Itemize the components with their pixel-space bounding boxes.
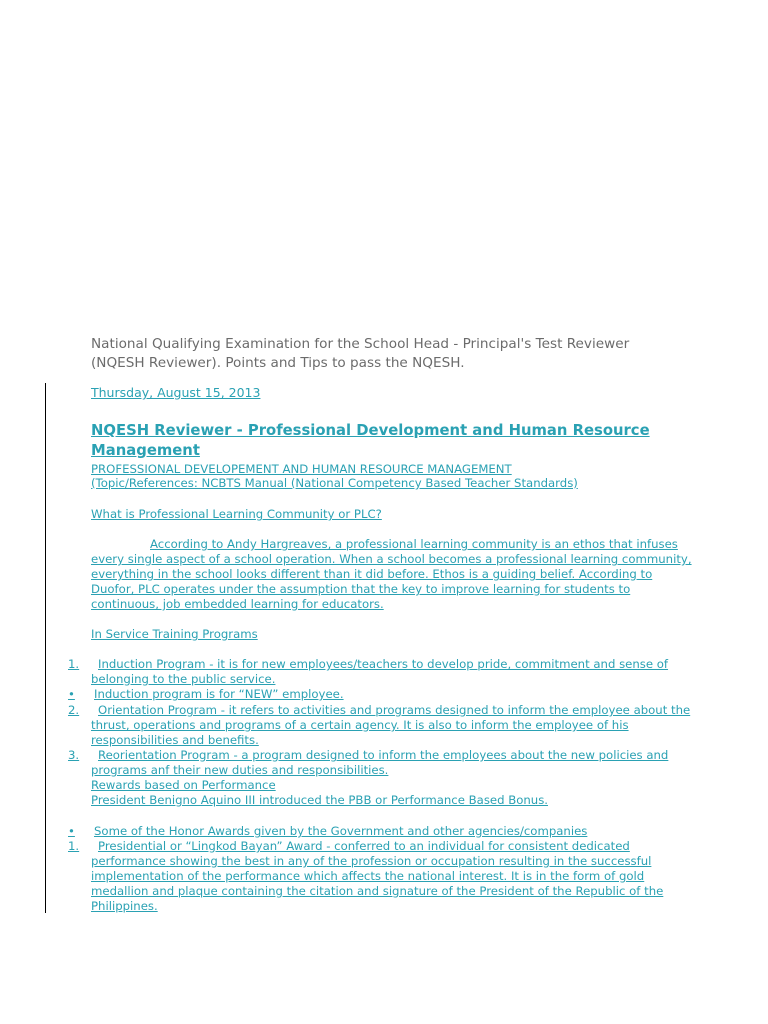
- list-item-line[interactable]: thrust, operations and programs of a certain agency. It is also to inform the employee of his: [91, 718, 629, 732]
- paragraph-line[interactable]: According to Andy Hargreaves, a professional learning community is an ethos that infuses: [150, 537, 678, 551]
- list-item-line[interactable]: Some of the Honor Awards given by the Government and other agencies/companies: [94, 824, 588, 838]
- list-item-line[interactable]: implementation of the performance which affects the national interest. It is in the form of gold: [91, 869, 645, 883]
- list-item-line[interactable]: medallion and plaque containing the citation and signature of the President of the Republic of the: [91, 884, 664, 898]
- list-item-line[interactable]: Presidential or “Lingkod Bayan” Award - conferred to an individual for consistent dedicated: [98, 839, 630, 853]
- blog-header: [91, 335, 691, 373]
- list-item-line[interactable]: belonging to the public service.: [91, 672, 276, 686]
- paragraph-line[interactable]: everything in the school looks different than it did before. Ethos is a guiding belief. According to: [91, 567, 653, 581]
- list-item-line[interactable]: programs anf their new duties and responsibilities.: [91, 763, 389, 777]
- paragraph-line[interactable]: continuous, job embedded learning for educators.: [91, 597, 384, 611]
- pbb-line[interactable]: President Benigno Aquino III introduced the PBB or Performance Based Bonus.: [91, 793, 549, 807]
- bullet-marker: •: [68, 824, 75, 838]
- list-item-line[interactable]: Orientation Program - it refers to activities and programs designed to inform the employee about the: [98, 703, 691, 717]
- left-border-line: [45, 383, 46, 913]
- blog-description-line-1: National Qualifying Examination for the School Head - Principal's Test Reviewer: [91, 336, 630, 352]
- list-item-line[interactable]: Reorientation Program - a program designed to inform the employees about the new policies and: [98, 748, 669, 762]
- rewards-heading[interactable]: Rewards based on Performance: [91, 778, 276, 792]
- list-item-line[interactable]: Induction Program - it is for new employees/teachers to develop pride, commitment and sense of: [98, 657, 669, 671]
- list-item-line[interactable]: performance showing the best in any of the profession or occupation resulting in the successful: [91, 854, 652, 868]
- list-item-line[interactable]: Induction program is for “NEW” employee.: [94, 687, 344, 701]
- list-item-line[interactable]: Philippines.: [91, 899, 158, 913]
- list-marker: 3.: [68, 748, 80, 762]
- post-topic[interactable]: (Topic/References: NCBTS Manual (National Competency Based Teacher Standards): [91, 476, 578, 490]
- list-item-line[interactable]: responsibilities and benefits.: [91, 733, 259, 747]
- list-marker: 1.: [68, 839, 80, 853]
- post-subtitle[interactable]: PROFESSIONAL DEVELOPEMENT AND HUMAN RESOURCE MANAGEMENT: [91, 462, 512, 476]
- section-heading[interactable]: In Service Training Programs: [91, 627, 258, 641]
- list-marker: 2.: [68, 703, 80, 717]
- bullet-marker: •: [68, 687, 75, 701]
- plc-question[interactable]: What is Professional Learning Community or PLC?: [91, 507, 382, 521]
- paragraph-line[interactable]: every single aspect of a school operation. When a school becomes a professional learning community,: [91, 552, 692, 566]
- post-date[interactable]: Thursday, August 15, 2013: [91, 385, 261, 400]
- paragraph-line[interactable]: Duofor, PLC operates under the assumption that the key to improve learning for students to: [91, 582, 631, 596]
- blog-description-line-2: (NQESH Reviewer). Points and Tips to pass the NQESH.: [91, 355, 465, 371]
- list-marker: 1.: [68, 657, 80, 671]
- post-title[interactable]: NQESH Reviewer - Professional Development and Human Resource Management: [91, 422, 650, 459]
